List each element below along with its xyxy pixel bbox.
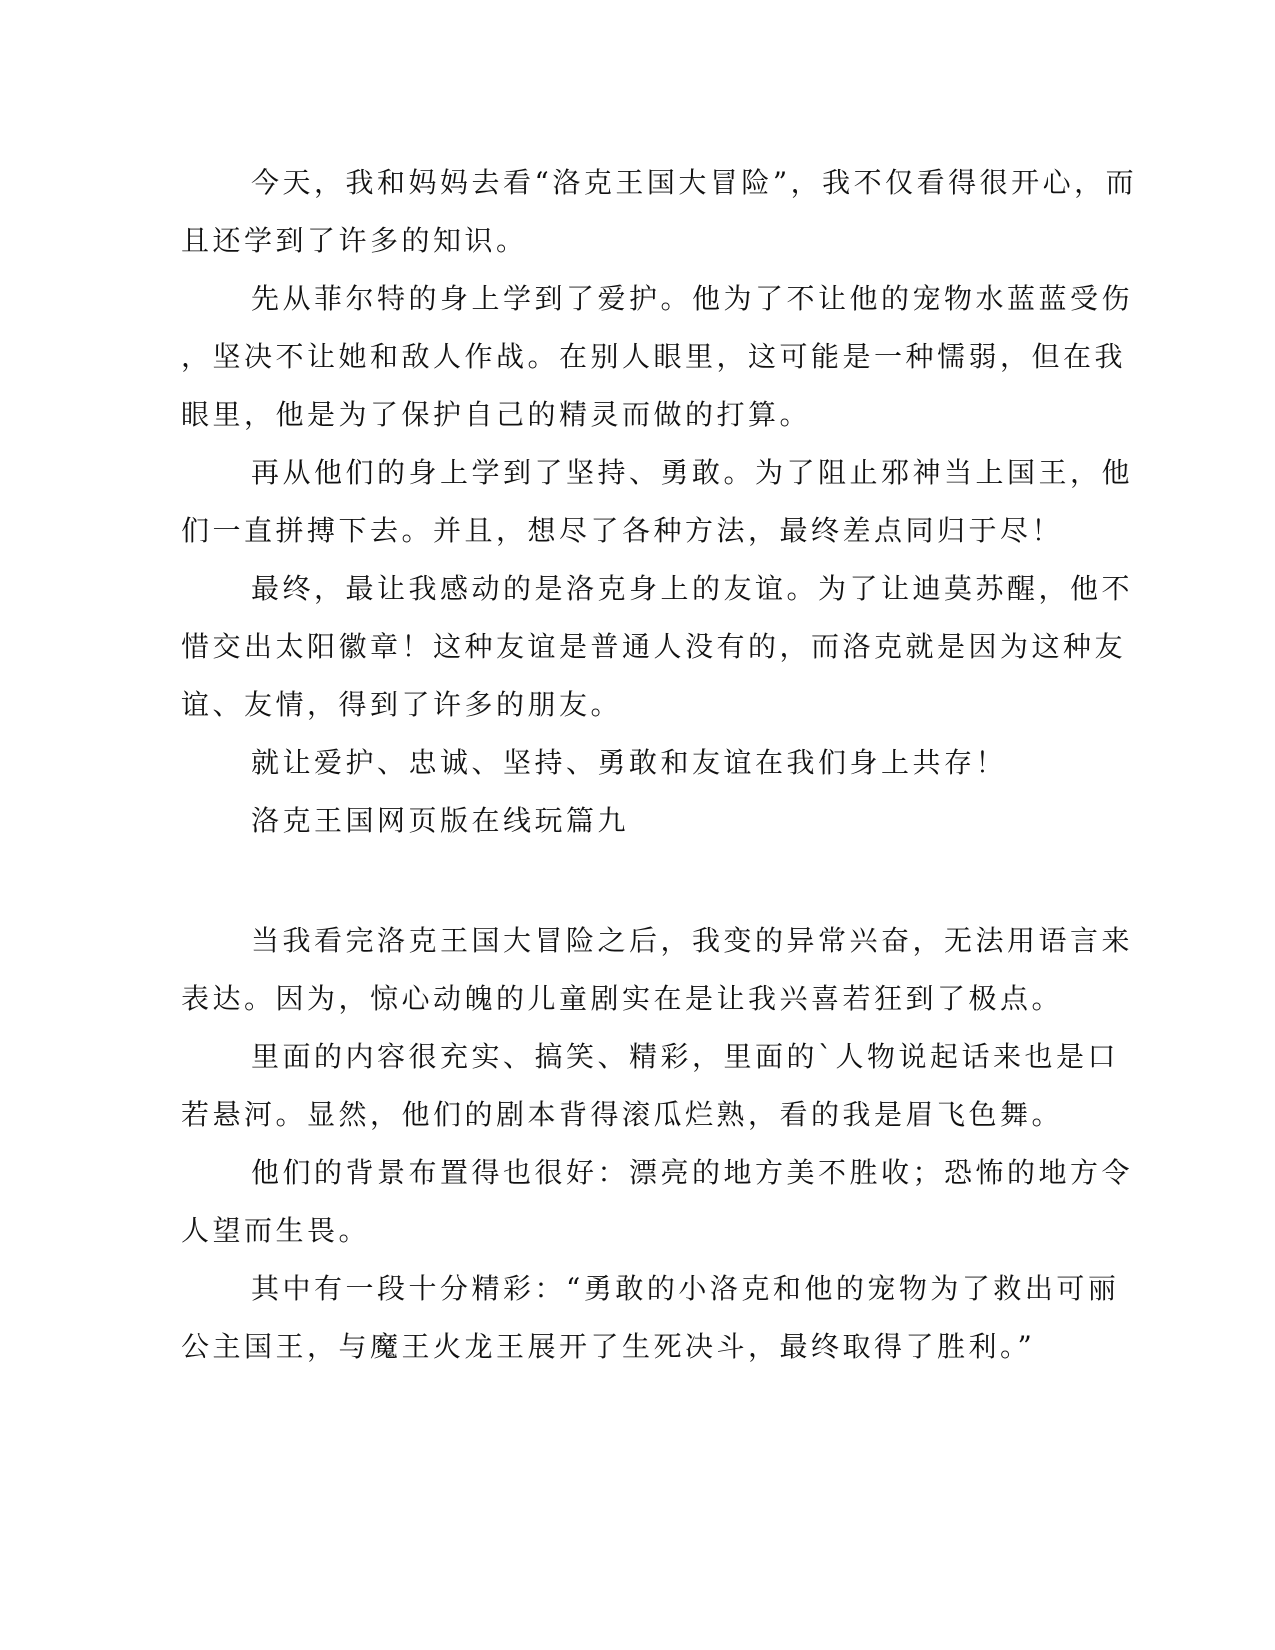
paragraph-line: 谊、友情，得到了许多的朋友。 bbox=[181, 688, 623, 721]
paragraph-line: 里面的内容很充实、搞笑、精彩，里面的`人物说起话来也是口 bbox=[251, 1040, 1120, 1073]
paragraph-line: 们一直拼搏下去。并且，想尽了各种方法，最终差点同归于尽！ bbox=[181, 514, 1064, 547]
paragraph-line: 今天，我和妈妈去看“洛克王国大冒险”，我不仅看得很开心，而 bbox=[251, 166, 1138, 199]
section-heading: 洛克王国网页版在线玩篇九 bbox=[251, 804, 630, 837]
paragraph-line: 其中有一段十分精彩：“勇敢的小洛克和他的宠物为了救出可丽 bbox=[251, 1272, 1120, 1305]
paragraph-line: 再从他们的身上学到了坚持、勇敢。为了阻止邪神当上国王，他 bbox=[251, 456, 1134, 489]
paragraph-line: 眼里，他是为了保护自己的精灵而做的打算。 bbox=[181, 398, 812, 431]
paragraph-line: ，坚决不让她和敌人作战。在别人眼里，这可能是一种懦弱，但在我 bbox=[181, 340, 1127, 373]
paragraph-line: 就让爱护、忠诚、坚持、勇敢和友谊在我们身上共存！ bbox=[251, 746, 1008, 779]
paragraph-line: 若悬河。显然，他们的剧本背得滚瓜烂熟，看的我是眉飞色舞。 bbox=[181, 1098, 1064, 1131]
paragraph-line: 人望而生畏。 bbox=[181, 1214, 371, 1247]
paragraph-line: 且还学到了许多的知识。 bbox=[181, 224, 528, 257]
paragraph-line: 表达。因为，惊心动魄的儿童剧实在是让我兴喜若狂到了极点。 bbox=[181, 982, 1064, 1015]
paragraph-line: 公主国王，与魔王火龙王展开了生死决斗，最终取得了胜利。” bbox=[181, 1330, 1036, 1363]
paragraph-line: 最终，最让我感动的是洛克身上的友谊。为了让迪莫苏醒，他不 bbox=[251, 572, 1134, 605]
paragraph-line: 他们的背景布置得也很好：漂亮的地方美不胜收；恐怖的地方令 bbox=[251, 1156, 1134, 1189]
paragraph-line: 先从菲尔特的身上学到了爱护。他为了不让他的宠物水蓝蓝受伤 bbox=[251, 282, 1134, 315]
paragraph-line: 惜交出太阳徽章！这种友谊是普通人没有的，而洛克就是因为这种友 bbox=[181, 630, 1127, 663]
paragraph-line: 当我看完洛克王国大冒险之后，我变的异常兴奋，无法用语言来 bbox=[251, 924, 1134, 957]
